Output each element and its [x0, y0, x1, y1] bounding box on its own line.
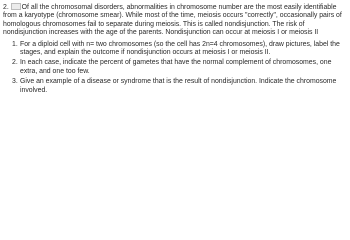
list-item-text: In each case, indicate the percent of gametes that have the normal complement of chromosomes, one extra, and one too few. — [20, 59, 332, 75]
question-block — [3, 3, 347, 97]
list-item — [12, 59, 347, 76]
question-intro-text: Of all the chromosomal disorders, abnormalities in chromosome number are the most easily identifiable from a karyotype (chromosome smear). While most of the time, meiosis occurs "correctly", occasionally pairs of homologous chromosomes fail to separate during meiosis. This is called nondisjunction. The risk of nondisjunction increases with the age of the parents. Nondisjunction can occur at meiosis I or meiosis II — [3, 4, 342, 37]
question-intro — [3, 3, 347, 38]
list-item-number: 1. — [12, 40, 18, 48]
list-item-number: 2. — [12, 59, 18, 67]
sub-question-list — [12, 41, 347, 95]
list-item — [12, 41, 347, 58]
list-item-text: Give an example of a disease or syndrome that is the result of nondisjunction. Indicate the chromosome involved. — [20, 78, 337, 94]
question-number: 2. — [3, 4, 9, 11]
list-item-number: 3. — [12, 78, 18, 86]
list-item-text: For a diploid cell with n= two chromosomes (so the cell has 2n=4 chromosomes), draw pictures, label the stages, and explain the outcome if nondisjunction occurs at meiosis I or meiosis II. — [20, 40, 340, 57]
list-item — [12, 78, 347, 95]
broken-image-icon — [11, 3, 21, 10]
